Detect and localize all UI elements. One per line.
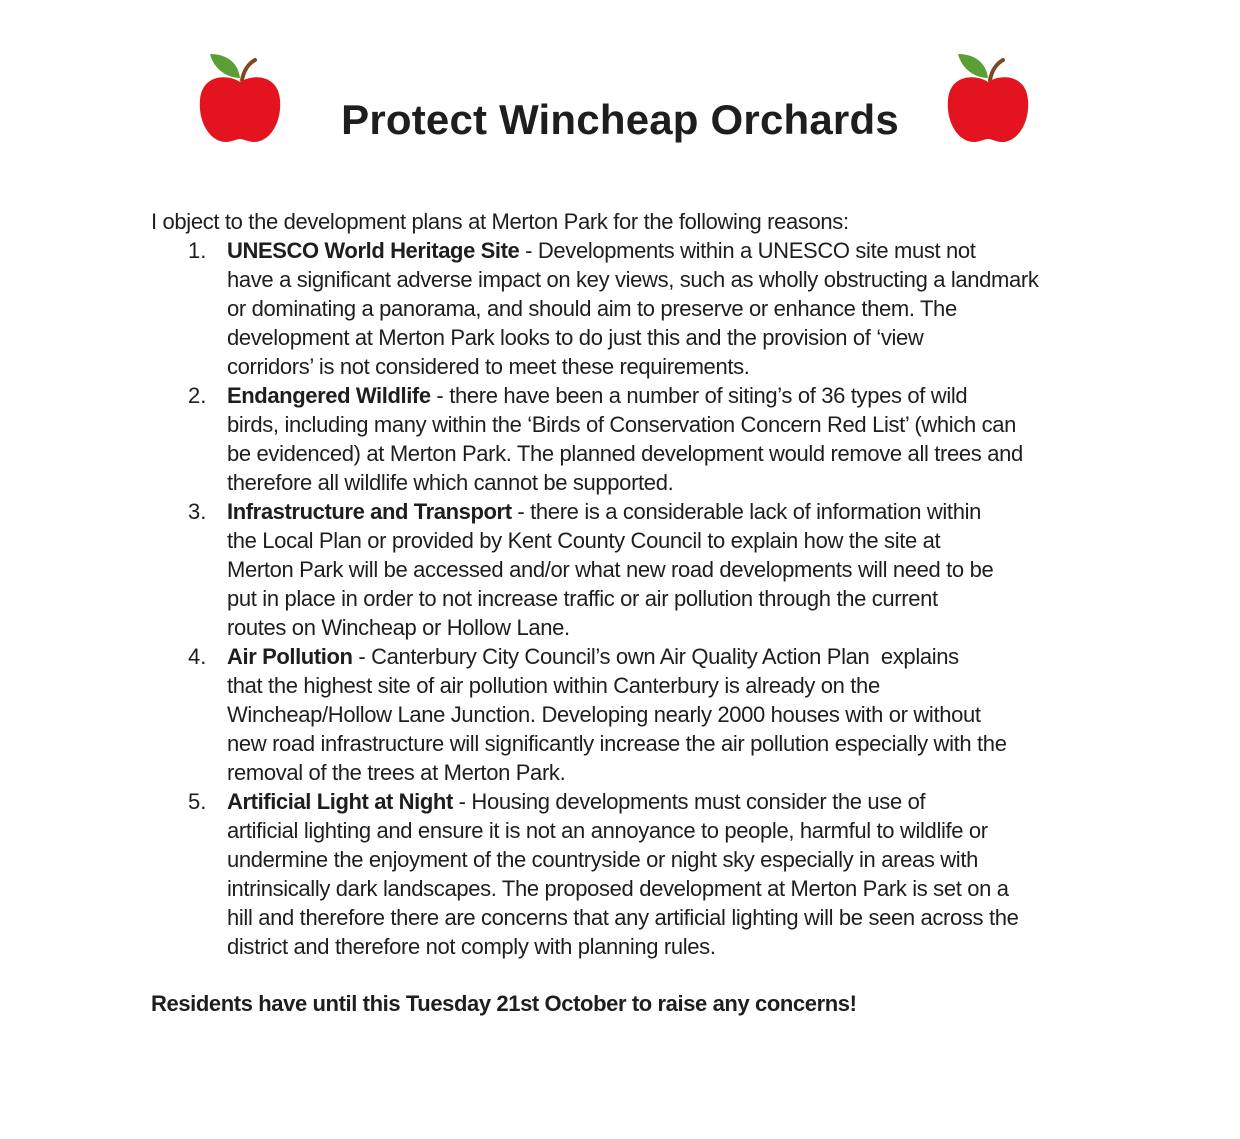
apple-icon xyxy=(946,52,1030,144)
reason-text: corridors’ is not considered to meet these requirements. xyxy=(227,354,750,379)
reasons-list xyxy=(0,236,1240,961)
reason-text: hill and therefore there are concerns that any artificial lighting will be seen across the xyxy=(227,905,1019,930)
reason-heading: Artificial Light at Night xyxy=(227,789,453,814)
reason-item-unesco: 1. UNESCO World Heritage Site - Developments within a UNESCO site must not have a significant adverse impact on key views, such as wholly obstructing a landmark or dominating a panorama, and should aim to preserve or enhance them. The development at Merton Park looks to do just this and the provision of ‘view corridors’ is not considered to meet these requirements. xyxy=(0,236,1240,381)
reason-heading: UNESCO World Heritage Site xyxy=(227,238,520,263)
reason-text: routes on Wincheap or Hollow Lane. xyxy=(227,615,570,640)
reason-text: put in place in order to not increase traffic or air pollution through the current xyxy=(227,586,938,611)
reason-text: therefore all wildlife which cannot be supported. xyxy=(227,470,674,495)
reason-text: there have been a number of siting’s of 36 types of wild xyxy=(449,383,968,408)
reason-text: have a significant adverse impact on key views, such as wholly obstructing a landmark xyxy=(227,267,1039,292)
list-number: 4. xyxy=(188,644,207,669)
reason-item-artificial-light: 5. Artificial Light at Night - Housing developments must consider the use of artificial lighting and ensure it is not an annoyance to people, harmful to wildlife or undermine the enjoyment of the countryside or night sky especially in areas with intrinsically dark landscapes. The proposed development at Merton Park is set on a hill and therefore there are concerns that any artificial lighting will be seen across the district and therefore not comply with planning rules. xyxy=(0,787,1240,961)
reason-text: new road infrastructure will significantly increase the air pollution especially with the xyxy=(227,731,1007,756)
reason-text: Merton Park will be accessed and/or what new road developments will need to be xyxy=(227,557,994,582)
deadline-notice: Residents have until this Tuesday 21st October to raise any concerns! xyxy=(151,991,857,1016)
reason-text: that the highest site of air pollution within Canterbury is already on the xyxy=(227,673,880,698)
reason-text: there is a considerable lack of information within xyxy=(530,499,982,524)
reason-text: Wincheap/Hollow Lane Junction. Developing nearly 2000 houses with or without xyxy=(227,702,981,727)
reason-item-infrastructure: 3. Infrastructure and Transport - there is a considerable lack of information within the Local Plan or provided by Kent County Council to explain how the site at Merton Park will be accessed and/or what new road developments will need to be put in place in order to not increase traffic or air pollution through the current routes on Wincheap or Hollow Lane. xyxy=(0,497,1240,642)
list-number: 2. xyxy=(188,383,207,408)
reason-text: development at Merton Park looks to do just this and the provision of ‘view xyxy=(227,325,924,350)
reason-text: undermine the enjoyment of the countryside or night sky especially in areas with xyxy=(227,847,978,872)
reason-text: Canterbury City Council’s own Air Quality Action Plan explains xyxy=(371,644,959,669)
reason-text: the Local Plan or provided by Kent County Council to explain how the site at xyxy=(227,528,941,553)
reason-text: be evidenced) at Merton Park. The planned development would remove all trees and xyxy=(227,441,1023,466)
reason-text: Developments within a UNESCO site must not xyxy=(537,238,976,263)
reason-text: or dominating a panorama, and should aim to preserve or enhance them. The xyxy=(227,296,957,321)
reason-text: artificial lighting and ensure it is not an annoyance to people, harmful to wildlife or xyxy=(227,818,988,843)
reason-text: birds, including many within the ‘Birds of Conservation Concern Red List’ (which can xyxy=(227,412,1017,437)
list-number: 1. xyxy=(188,238,207,263)
page-title: Protect Wincheap Orchards xyxy=(341,96,899,143)
list-number: 5. xyxy=(188,789,207,814)
reason-heading: Air Pollution xyxy=(227,644,353,669)
intro-paragraph: I object to the development plans at Merton Park for the following reasons: xyxy=(151,209,849,234)
reason-item-wildlife: 2. Endangered Wildlife - there have been a number of siting’s of 36 types of wild birds, including many within the ‘Birds of Conservation Concern Red List’ (which can be evidenced) at Merton Park. The planned development would remove all trees and therefore all wildlife which cannot be supported. xyxy=(0,381,1240,497)
reason-item-air-pollution: 4. Air Pollution - Canterbury City Council’s own Air Quality Action Plan explains that the highest site of air pollution within Canterbury is already on the Wincheap/Hollow Lane Junction. Developing nearly 2000 houses with or without new road infrastructure will significantly increase the air pollution especially with the removal of the trees at Merton Park. xyxy=(0,642,1240,787)
reason-heading: Infrastructure and Transport xyxy=(227,499,512,524)
list-number: 3. xyxy=(188,499,207,524)
reason-text: Housing developments must consider the use of xyxy=(471,789,926,814)
reason-heading: Endangered Wildlife xyxy=(227,383,431,408)
reason-text: district and therefore not comply with planning rules. xyxy=(227,934,716,959)
reason-text: removal of the trees at Merton Park. xyxy=(227,760,566,785)
reason-text: intrinsically dark landscapes. The proposed development at Merton Park is set on a xyxy=(227,876,1009,901)
